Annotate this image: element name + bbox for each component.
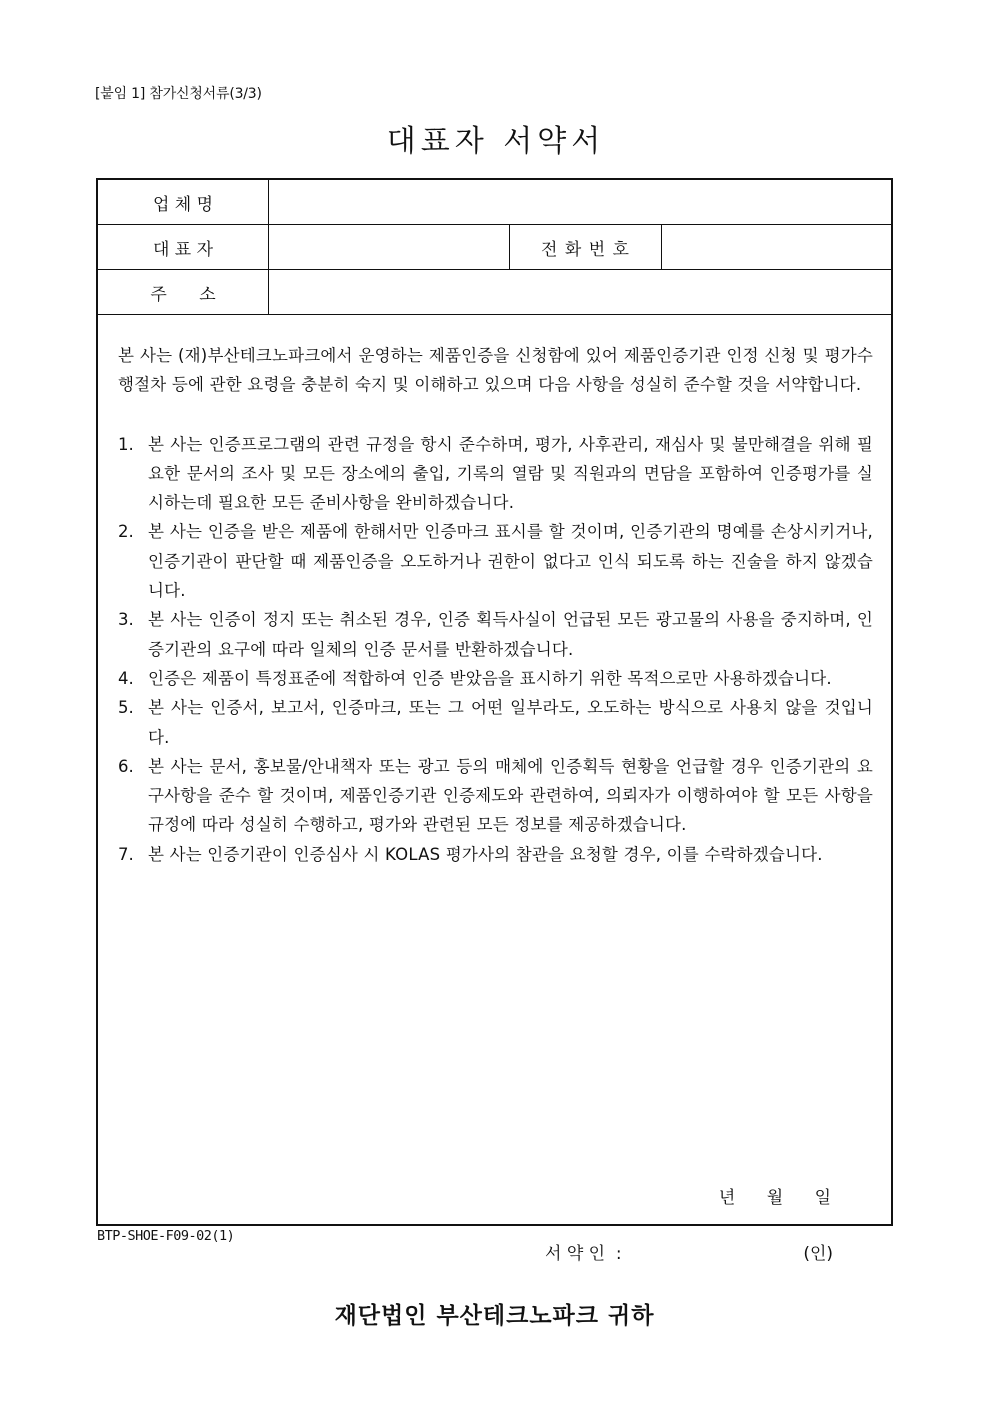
form-code: BTP-SHOE-F09-02(1) (97, 1228, 235, 1244)
item-text: 본 사는 문서, 홍보물/안내책자 또는 광고 등의 매체에 인증획득 현황을 언급할 경우 인증기관의 요구사항을 준수 할 것이며, 제품인증기관 인증제도와 관련하여, 의뢰자가 이행하여야 할 모든 사항을 규정에 따라 성실히 수행하고, 평가와 관련된 모든 정보를 제공하겠습니다. (148, 756, 873, 835)
date-line[interactable]: 년 월 일 (718, 1188, 831, 1208)
phone-value[interactable] (662, 225, 891, 269)
item-number: 6. (118, 756, 134, 776)
pledge-content (118, 341, 873, 869)
item-number: 5. (118, 698, 134, 718)
representative-label: 대 표 자 (152, 239, 214, 260)
pledge-item (118, 840, 873, 869)
page-title: 대표자 서약서 (386, 124, 606, 159)
seal-label: (인) (803, 1244, 833, 1264)
item-number: 1. (118, 434, 134, 454)
item-text: 본 사는 인증프로그램의 관련 규정을 항시 준수하며, 평가, 사후관리, 재심사 및 불만해결을 위해 필요한 문서의 조사 및 모든 장소에의 출입, 기록의 열람 및 직원과의 면담을 포함하여 인증평가를 실시하는데 필요한 모든 준비사항을 완비하겠습니다. (148, 434, 873, 513)
address-value[interactable] (269, 270, 891, 314)
signer-label: 서 약 인 : (545, 1244, 622, 1264)
item-text: 본 사는 인증기관이 인증심사 시 KOLAS 평가사의 참관을 요청할 경우, 이를 수락하겠습니다. (148, 844, 823, 864)
representative-row (98, 225, 891, 270)
addressee: 재단법인 부산테크노파크 귀하 (334, 1303, 655, 1329)
pledge-item (118, 693, 873, 752)
item-text: 본 사는 인증이 정지 또는 취소된 경우, 인증 획득사실이 언급된 모든 광고물의 사용을 중지하며, 인증기관의 요구에 따라 일체의 인증 문서를 반환하겠습니다. (148, 610, 873, 659)
pledge-item (118, 430, 873, 518)
item-text: 인증은 제품이 특정표준에 적합하여 인증 받았음을 표시하기 위한 목적으로만 사용하겠습니다. (148, 668, 832, 688)
pledge-item (118, 517, 873, 605)
representative-value[interactable] (269, 225, 509, 269)
item-number: 3. (118, 610, 134, 630)
address-label: 주 소 (150, 284, 216, 305)
item-text: 본 사는 인증서, 보고서, 인증마크, 또는 그 어떤 일부라도, 오도하는 방식으로 사용치 않을 것입니다. (148, 698, 873, 747)
item-number: 2. (118, 522, 134, 542)
pledge-item (118, 752, 873, 840)
item-text: 본 사는 인증을 받은 제품에 한해서만 인증마크 표시를 할 것이며, 인증기관의 명예를 손상시키거나, 인증기관이 판단할 때 제품인증을 오도하거나 권한이 없다고 인식 되도록 하는 진술을 하지 않겠습니다. (148, 522, 873, 601)
pledge-item (118, 605, 873, 664)
company-value[interactable] (269, 180, 891, 224)
company-row (98, 180, 891, 225)
phone-label: 전 화 번 호 (541, 239, 630, 260)
intro-paragraph: 본 사는 (재)부산테크노파크에서 운영하는 제품인증을 신청함에 있어 제품인증기관 인정 신청 및 평가수행절차 등에 관한 요령을 충분히 숙지 및 이해하고 있으며 다음 사항을 성실히 준수할 것을 서약합니다. (118, 346, 873, 395)
address-row (98, 270, 891, 315)
company-label: 업 체 명 (152, 194, 214, 215)
attachment-label: [붙임 1] 참가신청서류(3/3) (95, 86, 262, 102)
pledge-item (118, 664, 873, 693)
item-number: 7. (118, 844, 134, 864)
item-number: 4. (118, 668, 134, 688)
